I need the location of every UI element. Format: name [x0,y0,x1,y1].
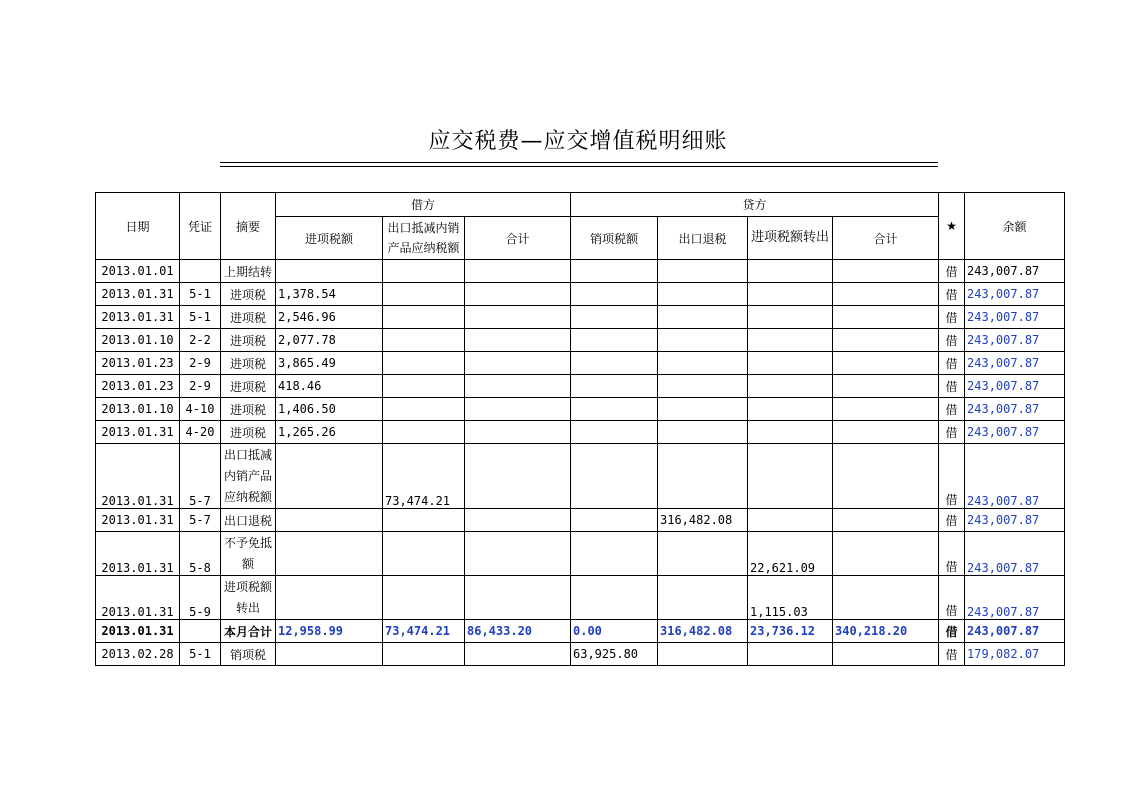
header-debit-total: 合计 [465,217,571,260]
table-row [96,306,1065,329]
amount-cell-c2: 316,482.08 [658,620,748,643]
amount-cell-c2 [658,260,748,283]
amount-cell-d3 [465,260,571,283]
amount-cell-c1 [571,260,658,283]
balance-cell: 243,007.87 [965,509,1065,532]
summary-cell: 上期结转 [221,260,276,283]
balance-cell: 243,007.87 [965,444,1065,509]
direction-cell: 借 [939,306,965,329]
voucher-cell: 2-9 [180,352,221,375]
balance-cell: 243,007.87 [965,329,1065,352]
amount-cell-c2 [658,283,748,306]
amount-cell-c3: 23,736.12 [748,620,833,643]
amount-cell-c3: 22,621.09 [748,532,833,576]
date-cell: 2013.02.28 [96,643,180,666]
table-row [96,444,1065,509]
amount-cell-d1: 418.46 [276,375,383,398]
date-cell: 2013.01.23 [96,352,180,375]
amount-cell-c3: 1,115.03 [748,576,833,620]
table-row [96,576,1065,620]
summary-cell: 出口退税 [221,509,276,532]
date-cell: 2013.01.23 [96,375,180,398]
amount-cell-c4 [833,375,939,398]
amount-cell-d3 [465,283,571,306]
table-row [96,260,1065,283]
amount-cell-c1: 0.00 [571,620,658,643]
balance-cell: 179,082.07 [965,643,1065,666]
amount-cell-c1: 63,925.80 [571,643,658,666]
amount-cell-c2 [658,532,748,576]
direction-cell: 借 [939,444,965,509]
balance-cell: 243,007.87 [965,375,1065,398]
amount-cell-c3 [748,329,833,352]
amount-cell-d1: 1,406.50 [276,398,383,421]
date-cell: 2013.01.31 [96,576,180,620]
date-cell: 2013.01.31 [96,283,180,306]
amount-cell-c1 [571,421,658,444]
amount-cell-c1 [571,576,658,620]
amount-cell-c2 [658,444,748,509]
amount-cell-d2 [383,352,465,375]
amount-cell-c1 [571,375,658,398]
table-row [96,421,1065,444]
balance-cell: 243,007.87 [965,620,1065,643]
balance-cell: 243,007.87 [965,421,1065,444]
amount-cell-c1 [571,283,658,306]
amount-cell-d3 [465,352,571,375]
voucher-cell [180,620,221,643]
voucher-cell: 5-7 [180,509,221,532]
amount-cell-c1 [571,398,658,421]
amount-cell-d2 [383,283,465,306]
date-cell: 2013.01.31 [96,444,180,509]
amount-cell-d1 [276,260,383,283]
summary-cell: 进项税 [221,375,276,398]
amount-cell-d1: 2,077.78 [276,329,383,352]
voucher-cell: 5-1 [180,643,221,666]
date-cell: 2013.01.31 [96,620,180,643]
direction-cell: 借 [939,352,965,375]
header-debit-export-offset: 出口抵减内销产品应纳税额 [383,217,465,260]
amount-cell-c3 [748,260,833,283]
voucher-cell: 5-1 [180,283,221,306]
amount-cell-c1 [571,532,658,576]
summary-cell: 进项税 [221,352,276,375]
amount-cell-c4 [833,306,939,329]
amount-cell-c2: 316,482.08 [658,509,748,532]
table-row [96,532,1065,576]
amount-cell-c2 [658,375,748,398]
direction-cell: 借 [939,283,965,306]
header-summary: 摘要 [221,193,276,260]
amount-cell-c3 [748,398,833,421]
amount-cell-c4 [833,283,939,306]
summary-cell: 进项税 [221,329,276,352]
table-row [96,352,1065,375]
direction-cell: 借 [939,260,965,283]
amount-cell-c3 [748,509,833,532]
amount-cell-c4: 340,218.20 [833,620,939,643]
table-row [96,329,1065,352]
amount-cell-d3 [465,643,571,666]
date-cell: 2013.01.10 [96,329,180,352]
summary-cell: 出口抵减内销产品应纳税额 [221,444,276,509]
amount-cell-c2 [658,352,748,375]
summary-cell: 进项税 [221,283,276,306]
balance-cell: 243,007.87 [965,260,1065,283]
amount-cell-c3 [748,375,833,398]
amount-cell-c2 [658,398,748,421]
table-row [96,509,1065,532]
amount-cell-c2 [658,306,748,329]
amount-cell-c4 [833,329,939,352]
voucher-cell [180,260,221,283]
direction-cell: 借 [939,532,965,576]
amount-cell-c3 [748,444,833,509]
amount-cell-c4 [833,643,939,666]
summary-cell: 进项税额转出 [221,576,276,620]
voucher-cell: 4-20 [180,421,221,444]
amount-cell-d2 [383,532,465,576]
title-double-rule [220,162,938,167]
balance-cell: 243,007.87 [965,398,1065,421]
date-cell: 2013.01.31 [96,532,180,576]
amount-cell-c1 [571,306,658,329]
amount-cell-c1 [571,329,658,352]
amount-cell-d2 [383,509,465,532]
direction-cell: 借 [939,509,965,532]
direction-cell: 借 [939,620,965,643]
amount-cell-c4 [833,398,939,421]
amount-cell-d2 [383,306,465,329]
amount-cell-d3 [465,306,571,329]
amount-cell-c3 [748,643,833,666]
header-debit: 借方 [276,193,571,217]
amount-cell-c2 [658,329,748,352]
amount-cell-d3: 86,433.20 [465,620,571,643]
amount-cell-d3 [465,421,571,444]
amount-cell-c4 [833,260,939,283]
table-row [96,398,1065,421]
amount-cell-d3 [465,576,571,620]
amount-cell-d2 [383,329,465,352]
amount-cell-d1 [276,576,383,620]
voucher-cell: 5-8 [180,532,221,576]
voucher-cell: 4-10 [180,398,221,421]
balance-cell: 243,007.87 [965,532,1065,576]
direction-cell: 借 [939,643,965,666]
amount-cell-c1 [571,444,658,509]
amount-cell-d2 [383,260,465,283]
direction-cell: 借 [939,329,965,352]
amount-cell-c4 [833,532,939,576]
amount-cell-d2 [383,375,465,398]
amount-cell-d2 [383,398,465,421]
amount-cell-c1 [571,509,658,532]
amount-cell-d1 [276,643,383,666]
direction-cell: 借 [939,398,965,421]
amount-cell-d3 [465,375,571,398]
amount-cell-d1 [276,532,383,576]
amount-cell-c4 [833,352,939,375]
amount-cell-d2: 73,474.21 [383,620,465,643]
page-title: 应交税费—应交增值税明细账 [428,129,728,154]
amount-cell-c4 [833,576,939,620]
balance-cell: 243,007.87 [965,306,1065,329]
header-credit-output-tax: 销项税额 [571,217,658,260]
header-debit-input-tax: 进项税额 [276,217,383,260]
amount-cell-d3 [465,444,571,509]
amount-cell-c2 [658,643,748,666]
amount-cell-d2 [383,643,465,666]
header-date: 日期 [96,193,180,260]
header-credit: 贷方 [571,193,939,217]
amount-cell-d3 [465,509,571,532]
amount-cell-c3 [748,421,833,444]
table-row [96,643,1065,666]
direction-cell: 借 [939,375,965,398]
balance-cell: 243,007.87 [965,576,1065,620]
amount-cell-c4 [833,421,939,444]
amount-cell-c2 [658,421,748,444]
direction-cell: 借 [939,576,965,620]
amount-cell-c1 [571,352,658,375]
date-cell: 2013.01.31 [96,509,180,532]
amount-cell-c2 [658,576,748,620]
amount-cell-d2: 73,474.21 [383,444,465,509]
amount-cell-d3 [465,532,571,576]
voucher-cell: 5-1 [180,306,221,329]
amount-cell-d1: 3,865.49 [276,352,383,375]
table-row [96,375,1065,398]
header-credit-total: 合计 [833,217,939,260]
amount-cell-d1: 12,958.99 [276,620,383,643]
amount-cell-c3 [748,352,833,375]
amount-cell-d1: 1,378.54 [276,283,383,306]
voucher-cell: 2-9 [180,375,221,398]
header-credit-export-refund: 出口退税 [658,217,748,260]
balance-cell: 243,007.87 [965,283,1065,306]
amount-cell-c4 [833,444,939,509]
table-row [96,283,1065,306]
header-row-1 [96,193,1065,217]
total-row [96,620,1065,643]
header-credit-input-transfer: 进项税额转出 [748,217,833,260]
date-cell: 2013.01.31 [96,306,180,329]
amount-cell-d2 [383,576,465,620]
date-cell: 2013.01.31 [96,421,180,444]
header-balance: 余额 [965,193,1065,260]
voucher-cell: 5-7 [180,444,221,509]
summary-cell: 本月合计 [221,620,276,643]
amount-cell-d1: 2,546.96 [276,306,383,329]
summary-cell: 进项税 [221,421,276,444]
ledger-table [95,192,1065,666]
amount-cell-c4 [833,509,939,532]
summary-cell: 进项税 [221,306,276,329]
header-star: ★ [939,193,965,260]
amount-cell-c3 [748,306,833,329]
amount-cell-c3 [748,283,833,306]
amount-cell-d1 [276,444,383,509]
summary-cell: 销项税 [221,643,276,666]
amount-cell-d3 [465,398,571,421]
voucher-cell: 2-2 [180,329,221,352]
summary-cell: 进项税 [221,398,276,421]
header-voucher: 凭证 [180,193,221,260]
date-cell: 2013.01.01 [96,260,180,283]
balance-cell: 243,007.87 [965,352,1065,375]
summary-cell: 不予免抵额 [221,532,276,576]
direction-cell: 借 [939,421,965,444]
date-cell: 2013.01.10 [96,398,180,421]
amount-cell-d1: 1,265.26 [276,421,383,444]
voucher-cell: 5-9 [180,576,221,620]
amount-cell-d3 [465,329,571,352]
amount-cell-d1 [276,509,383,532]
amount-cell-d2 [383,421,465,444]
